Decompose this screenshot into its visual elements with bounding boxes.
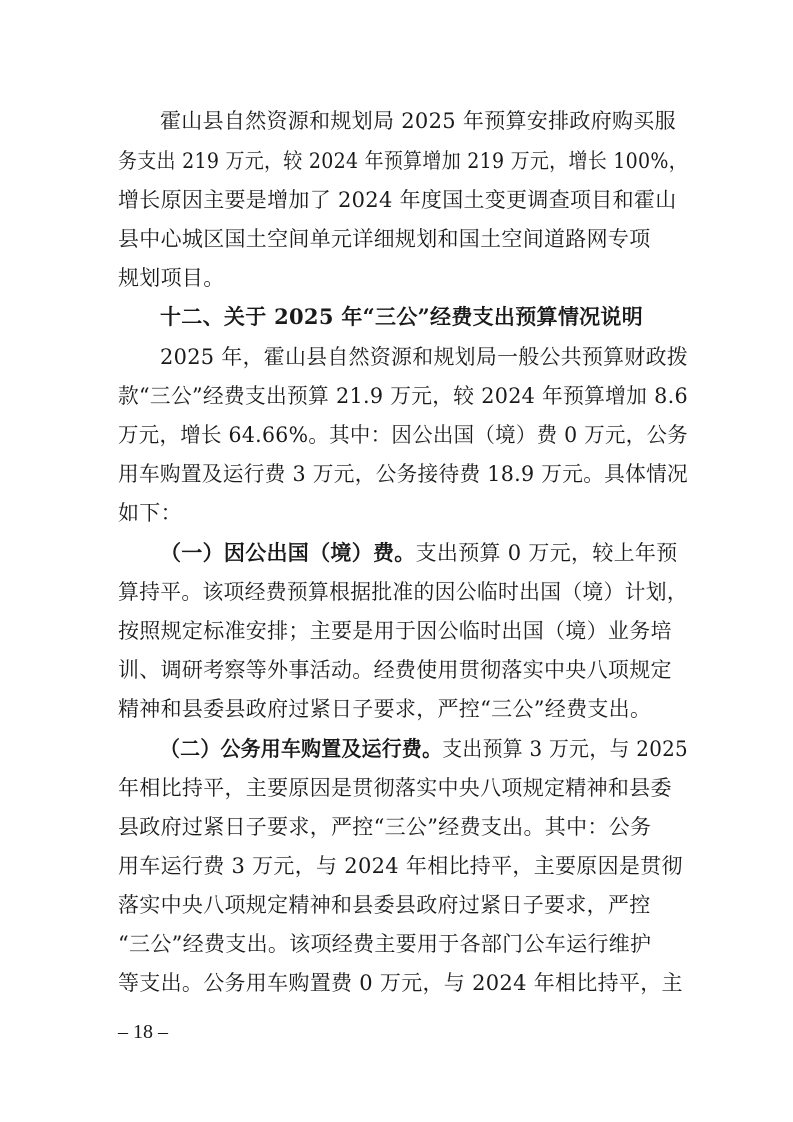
text-line	[0, 851, 793, 881]
line-text: 训、调研考察等外事活动。经费使用贯彻落实中央八项规定	[118, 658, 672, 682]
line-text: 2025 年，霍山县自然资源和规划局一般公共预算财政拨	[160, 345, 688, 369]
line-text: 县政府过紧日子要求，严控“三公”经费支出。其中：公务	[118, 815, 652, 839]
line-text: 用车运行费 3 万元，与 2024 年相比持平，主要原因是贯彻	[118, 854, 683, 878]
text-line	[1, 342, 791, 372]
line-text: 县中心城区国土空间单元详细规划和国土空间道路网专项	[118, 227, 651, 251]
line-text: 规划项目。	[118, 266, 225, 290]
subheading-text: （一）因公出国（境）费。	[160, 540, 416, 565]
text-line	[0, 185, 793, 215]
text-line	[1, 381, 784, 411]
section-heading	[0, 302, 793, 332]
line-text: 支出预算 0 万元，较上年预	[415, 541, 678, 565]
text-line	[0, 655, 793, 685]
text-line	[0, 616, 793, 646]
text-line	[2, 459, 782, 489]
subheading-text: （二）公务用车购置及运行费。	[160, 736, 443, 761]
text-line	[0, 263, 793, 293]
text-line	[0, 224, 793, 254]
line-text: 增长原因主要是增加了 2024 年度国土变更调查项目和霍山	[118, 188, 677, 212]
text-line	[0, 773, 793, 803]
line-text: 务支出 219 万元，较 2024 年预算增加 219 万元，增长 100%，	[118, 149, 688, 173]
heading-text: 十二、关于 2025 年“三公”经费支出预算情况说明	[160, 304, 644, 329]
text-line	[0, 538, 793, 568]
line-text: 款“三公”经费支出预算 21.9 万元，较 2024 年预算增加 8.6	[118, 384, 688, 408]
line-text: 年相比持平，主要原因是贯彻落实中央八项规定精神和县委	[118, 776, 672, 800]
line-text: “三公”经费支出。该项经费主要用于各部门公车运行维护	[118, 932, 652, 956]
text-line	[0, 812, 793, 842]
line-text: 如下：	[118, 501, 182, 525]
line-text: 霍山县自然资源和规划局 2025 年预算安排政府购买服	[160, 109, 676, 133]
line-text: 按照规定标准安排；主要是用于因公临时出国（境）业务培	[118, 619, 672, 643]
text-line	[0, 694, 793, 724]
text-line	[0, 968, 793, 998]
line-text: 等支出。公务用车购置费 0 万元，与 2024 年相比持平，主	[118, 971, 683, 995]
line-text: 支出预算 3 万元，与 2025	[442, 737, 688, 761]
text-line	[11, 146, 728, 176]
line-text: 算持平。该项经费预算根据批准的因公临时出国（境）计划，	[118, 580, 688, 604]
line-text: 用车购置及运行费 3 万元，公务接待费 18.9 万元。具体情况	[118, 462, 688, 486]
text-line	[9, 734, 760, 764]
page-number: – 18 –	[118, 1021, 168, 1043]
line-text: 精神和县委县政府过紧日子要求，严控“三公”经费支出。	[118, 697, 652, 721]
text-line	[0, 106, 793, 136]
text-line	[0, 890, 793, 920]
line-text: 落实中央八项规定精神和县委县政府过紧日子要求，严控	[118, 893, 651, 917]
text-line	[1, 577, 787, 607]
line-text: 万元，增长 64.66%。其中：因公出国（境）费 0 万元，公务	[118, 423, 689, 447]
text-line	[0, 498, 793, 528]
text-line	[3, 420, 776, 450]
text-line	[0, 929, 793, 959]
